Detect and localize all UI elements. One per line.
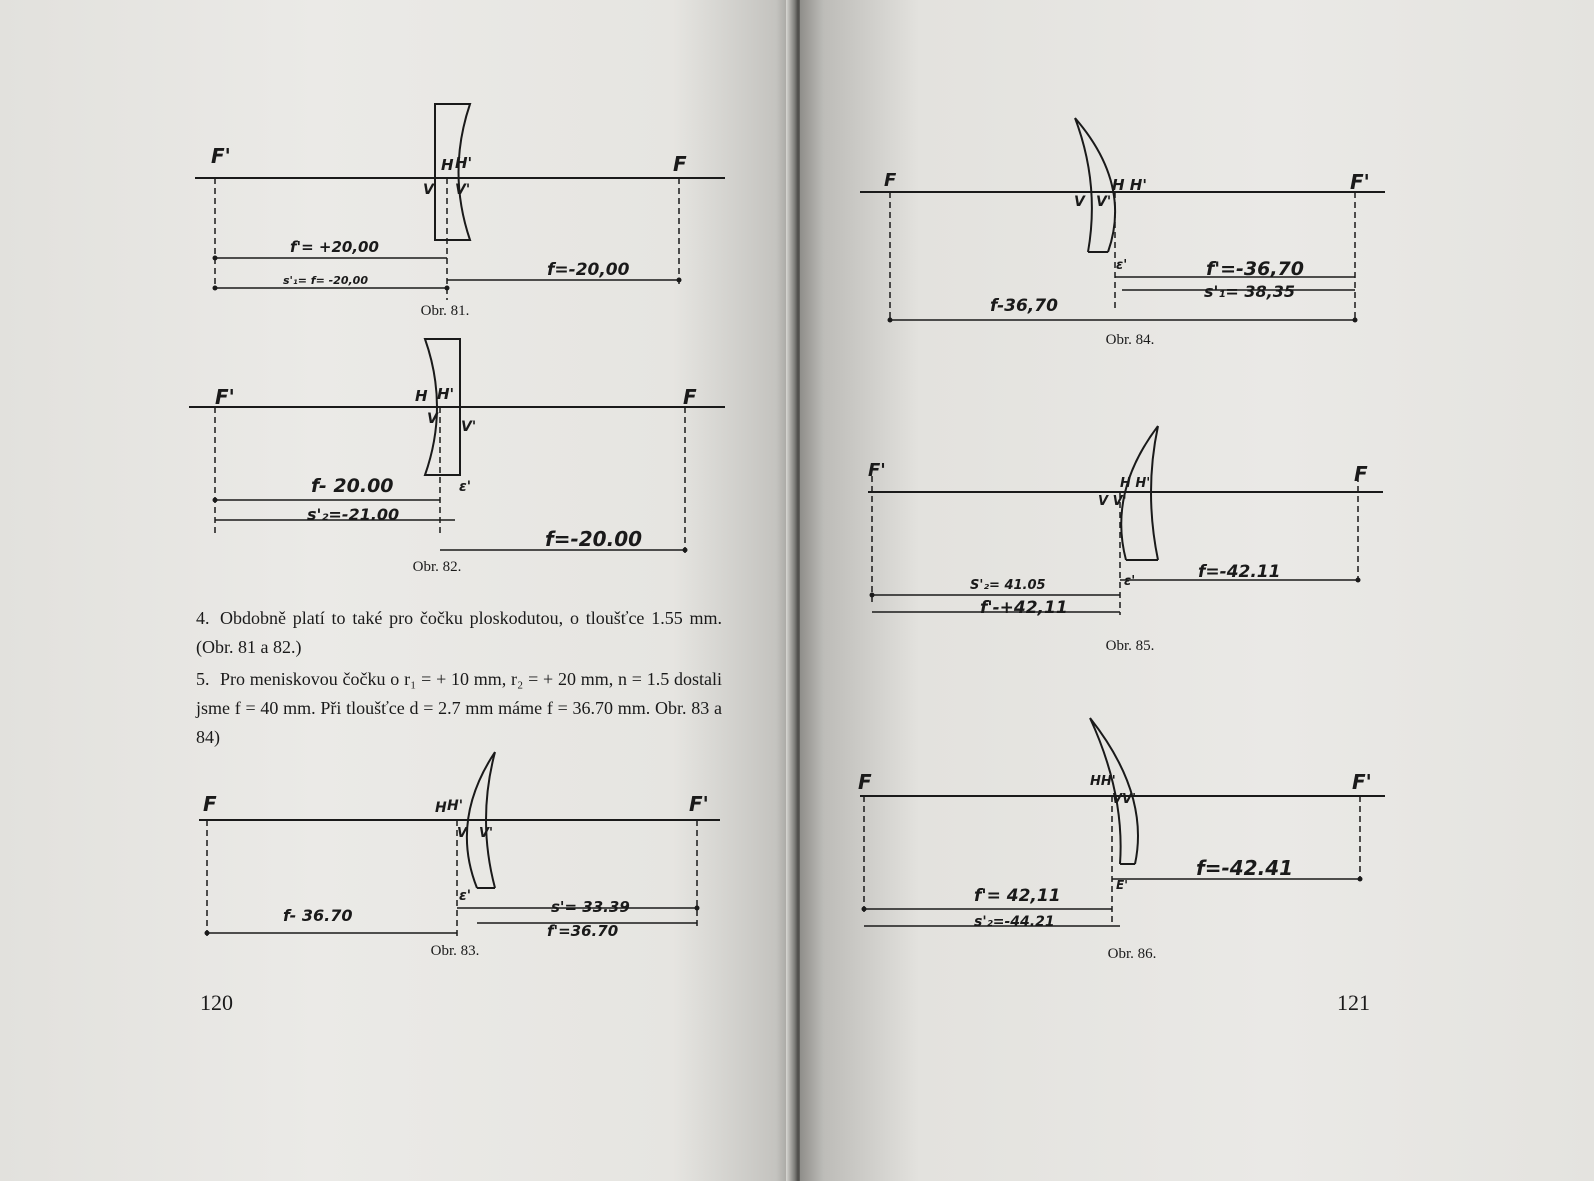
- principal-point-label: H: [435, 800, 447, 816]
- figure-83: [195, 748, 725, 958]
- focal-length-label: f- 20.00: [311, 475, 394, 497]
- figure-85: [858, 420, 1388, 654]
- back-focal-label: s'₁= f= -20,00: [283, 274, 368, 287]
- focal-point-label: F: [683, 385, 697, 409]
- principal-point-label: H': [455, 154, 473, 172]
- left-page: [0, 0, 792, 1181]
- vertex-label: V: [427, 411, 438, 427]
- focal-point-label: F': [689, 792, 709, 816]
- focal-length-label: f- 36.70: [283, 906, 353, 925]
- epsilon-label: ε': [459, 479, 472, 495]
- focal-length-label: f-36,70: [990, 296, 1058, 316]
- focal-point-label: F': [211, 144, 231, 168]
- vertex-label: V': [479, 826, 494, 841]
- principal-point-label: H': [447, 798, 464, 814]
- principal-point-label: H H': [1120, 476, 1151, 491]
- vertex-label: V: [457, 826, 468, 841]
- focal-length-label: f'-+42,11: [980, 598, 1068, 618]
- focal-length-label: f=-42.41: [1196, 856, 1294, 880]
- numbered-paragraph: [196, 665, 722, 752]
- paragraph-text: Pro meniskovou čočku o r₁ = + 10 mm, r₂ = + 20 mm, n = 1.5 dostali jsme f = 40 mm. Při tloušťce d = 2.7 mm máme f = 36.70 mm. Obr. 83 a 84): [196, 669, 722, 747]
- item-number: 4.: [196, 608, 210, 628]
- principal-point-label: H': [437, 385, 455, 403]
- vertex-label: V': [455, 182, 471, 198]
- vertex-label: V': [1096, 194, 1112, 210]
- focal-length-label: f=-20.00: [545, 527, 643, 551]
- principal-point-label: H: [415, 387, 428, 405]
- figure-caption: Obr. 81.: [420, 303, 470, 319]
- focal-length-label: f'=36.70: [547, 922, 619, 940]
- focal-point-label: F: [203, 792, 217, 816]
- epsilon-label: ε': [1124, 574, 1136, 589]
- figure-caption: Obr. 82.: [412, 559, 462, 575]
- back-focal-label: s'₁= 38,35: [1204, 282, 1296, 301]
- right-page: [800, 0, 1594, 1181]
- principal-point-label: HH': [1090, 774, 1116, 789]
- figure-84: [850, 112, 1390, 348]
- numbered-paragraph: [196, 604, 722, 662]
- vertex-label: V: [423, 182, 434, 198]
- figure-caption: Obr. 85.: [1105, 638, 1155, 654]
- focal-point-label: F': [215, 385, 235, 409]
- back-focal-label: s'₂=-21.00: [307, 505, 400, 524]
- focal-length-label: f'= +20,00: [290, 238, 379, 256]
- principal-point-label: H H': [1112, 176, 1147, 194]
- focal-point-label: F': [1352, 770, 1372, 794]
- focal-length-label: f'= 42,11: [974, 886, 1061, 906]
- vertex-label: V V': [1098, 494, 1127, 509]
- figure-caption: Obr. 84.: [1105, 332, 1155, 348]
- vertex-label: VV': [1112, 792, 1137, 807]
- epsilon-label: E': [1116, 878, 1128, 892]
- focal-length-label: f=-20,00: [547, 260, 630, 280]
- epsilon-label: ε': [459, 888, 472, 904]
- focal-point-label: F: [858, 770, 872, 794]
- figure-86: [850, 714, 1390, 962]
- principal-point-label: H: [441, 156, 454, 174]
- vertex-label: V: [1074, 194, 1085, 210]
- back-focal-label: s'= 33.39: [551, 898, 630, 916]
- figure-81: [185, 100, 735, 320]
- epsilon-label: ε': [1116, 258, 1128, 273]
- focal-point-label: F': [1350, 170, 1370, 194]
- vertex-label: V': [461, 419, 477, 435]
- back-focal-label: S'₂= 41.05: [970, 578, 1046, 593]
- focal-length-label: f'=-36,70: [1206, 258, 1304, 280]
- figure-82: [185, 335, 735, 575]
- page-number: 121: [1337, 990, 1370, 1015]
- figure-caption: Obr. 86.: [1107, 946, 1157, 962]
- focal-point-label: F: [884, 170, 897, 191]
- figure-caption: Obr. 83.: [430, 943, 480, 959]
- focal-point-label: F: [1354, 462, 1368, 486]
- back-focal-label: s'₂=-44.21: [974, 914, 1055, 930]
- item-number: 5.: [196, 669, 210, 689]
- page-number: 120: [200, 990, 233, 1015]
- focal-point-label: F': [868, 460, 886, 481]
- paragraph-text: Obdobně platí to také pro čočku ploskodutou, o tloušťce 1.55 mm. (Obr. 81 a 82.): [196, 608, 722, 657]
- focal-point-label: F: [673, 152, 687, 176]
- focal-length-label: f=-42.11: [1198, 562, 1281, 582]
